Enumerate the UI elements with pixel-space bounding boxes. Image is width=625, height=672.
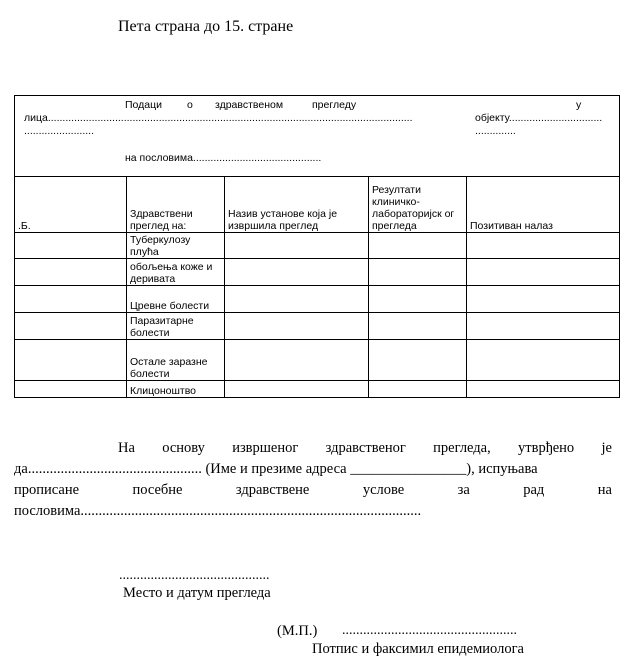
exam-type: Цревне болести <box>127 286 225 313</box>
statement-word: за <box>457 482 470 498</box>
statement-line-4: пословима.............................................................................................. <box>14 503 422 519</box>
table-cell <box>15 286 127 313</box>
table-cell <box>369 233 467 259</box>
header-label: о <box>187 99 193 111</box>
person-field-cont: ........................ <box>24 125 95 137</box>
statement-word: здравствене <box>235 482 310 498</box>
exam-type: обољења коже и деривата <box>127 259 225 286</box>
table-cell <box>467 286 620 313</box>
signature-dots: .................................................. <box>342 623 517 638</box>
table-cell <box>369 381 467 398</box>
table-cell <box>467 381 620 398</box>
statement-word: је <box>601 440 612 456</box>
header-label: прегледу <box>312 99 357 111</box>
col-header-positive: Позитиван налаз <box>467 177 620 233</box>
table-cell <box>15 259 127 286</box>
exam-type: Остале заразне болести <box>127 340 225 381</box>
table-cell <box>467 233 620 259</box>
col-header-results: Резултати клиничко-лабораторијск ог прегледа <box>369 177 467 233</box>
statement-word: здравственог <box>325 440 406 456</box>
statement-word: на <box>597 482 612 498</box>
table-cell <box>225 233 369 259</box>
table-cell <box>15 340 127 381</box>
table-cell <box>467 313 620 340</box>
col-header-exam: Здравствени преглед на: <box>127 177 225 233</box>
table-cell <box>15 313 127 340</box>
page-title: Пета страна до 15. стране <box>118 18 294 35</box>
statement-word: извршеног <box>232 440 299 456</box>
statement-line-1 <box>14 438 612 459</box>
statement-word: рад <box>523 482 545 498</box>
table-cell <box>369 313 467 340</box>
table-cell <box>225 381 369 398</box>
table-cell <box>15 233 127 259</box>
table-cell <box>225 286 369 313</box>
col-header-institution: Назив установе која је извршила преглед <box>225 177 369 233</box>
signature-label: Потпис и факсимил епидемиолога <box>312 641 524 657</box>
table-cell <box>225 313 369 340</box>
statement-word: утврђено <box>518 440 575 456</box>
place-date-label: Место и датум прегледа <box>123 585 271 601</box>
facility-field-cont: .............. <box>475 125 516 137</box>
health-exam-table <box>14 95 620 398</box>
exam-type: Паразитарне болести <box>127 313 225 340</box>
table-cell <box>369 340 467 381</box>
table-cell <box>369 259 467 286</box>
table-cell <box>225 259 369 286</box>
statement-word: основу <box>162 440 205 456</box>
exam-type: Туберкулозу плућа <box>127 233 225 259</box>
col-header-number: .Б. <box>15 177 127 233</box>
statement-word: прописане <box>14 482 80 498</box>
person-field: лица............................................................................................................................. <box>24 112 413 124</box>
header-label: у <box>576 99 582 111</box>
facility-field: објекту................................ <box>475 112 603 124</box>
statement-word: услове <box>362 482 405 498</box>
statement-line-2: да................................................ (Име и презиме адреса ________________), испуњава <box>14 461 538 477</box>
header-label: здравственом <box>215 99 284 111</box>
stamp-label: (М.П.) <box>277 623 318 639</box>
occupation-field: на пословима............................................ <box>125 152 322 164</box>
table-cell <box>467 259 620 286</box>
statement-word: На <box>118 440 135 456</box>
table-cell <box>467 340 620 381</box>
table-cell <box>225 340 369 381</box>
table-cell <box>15 381 127 398</box>
statement-word: прегледа, <box>433 440 491 456</box>
statement-word: посебне <box>132 482 183 498</box>
exam-type: Клицоноштво <box>127 381 225 398</box>
statement <box>14 438 612 522</box>
statement-line-3 <box>14 480 612 501</box>
header-label: Подаци <box>125 99 163 111</box>
place-date-dots: ........................................... <box>119 568 270 583</box>
table-cell <box>369 286 467 313</box>
form-header <box>15 96 620 177</box>
